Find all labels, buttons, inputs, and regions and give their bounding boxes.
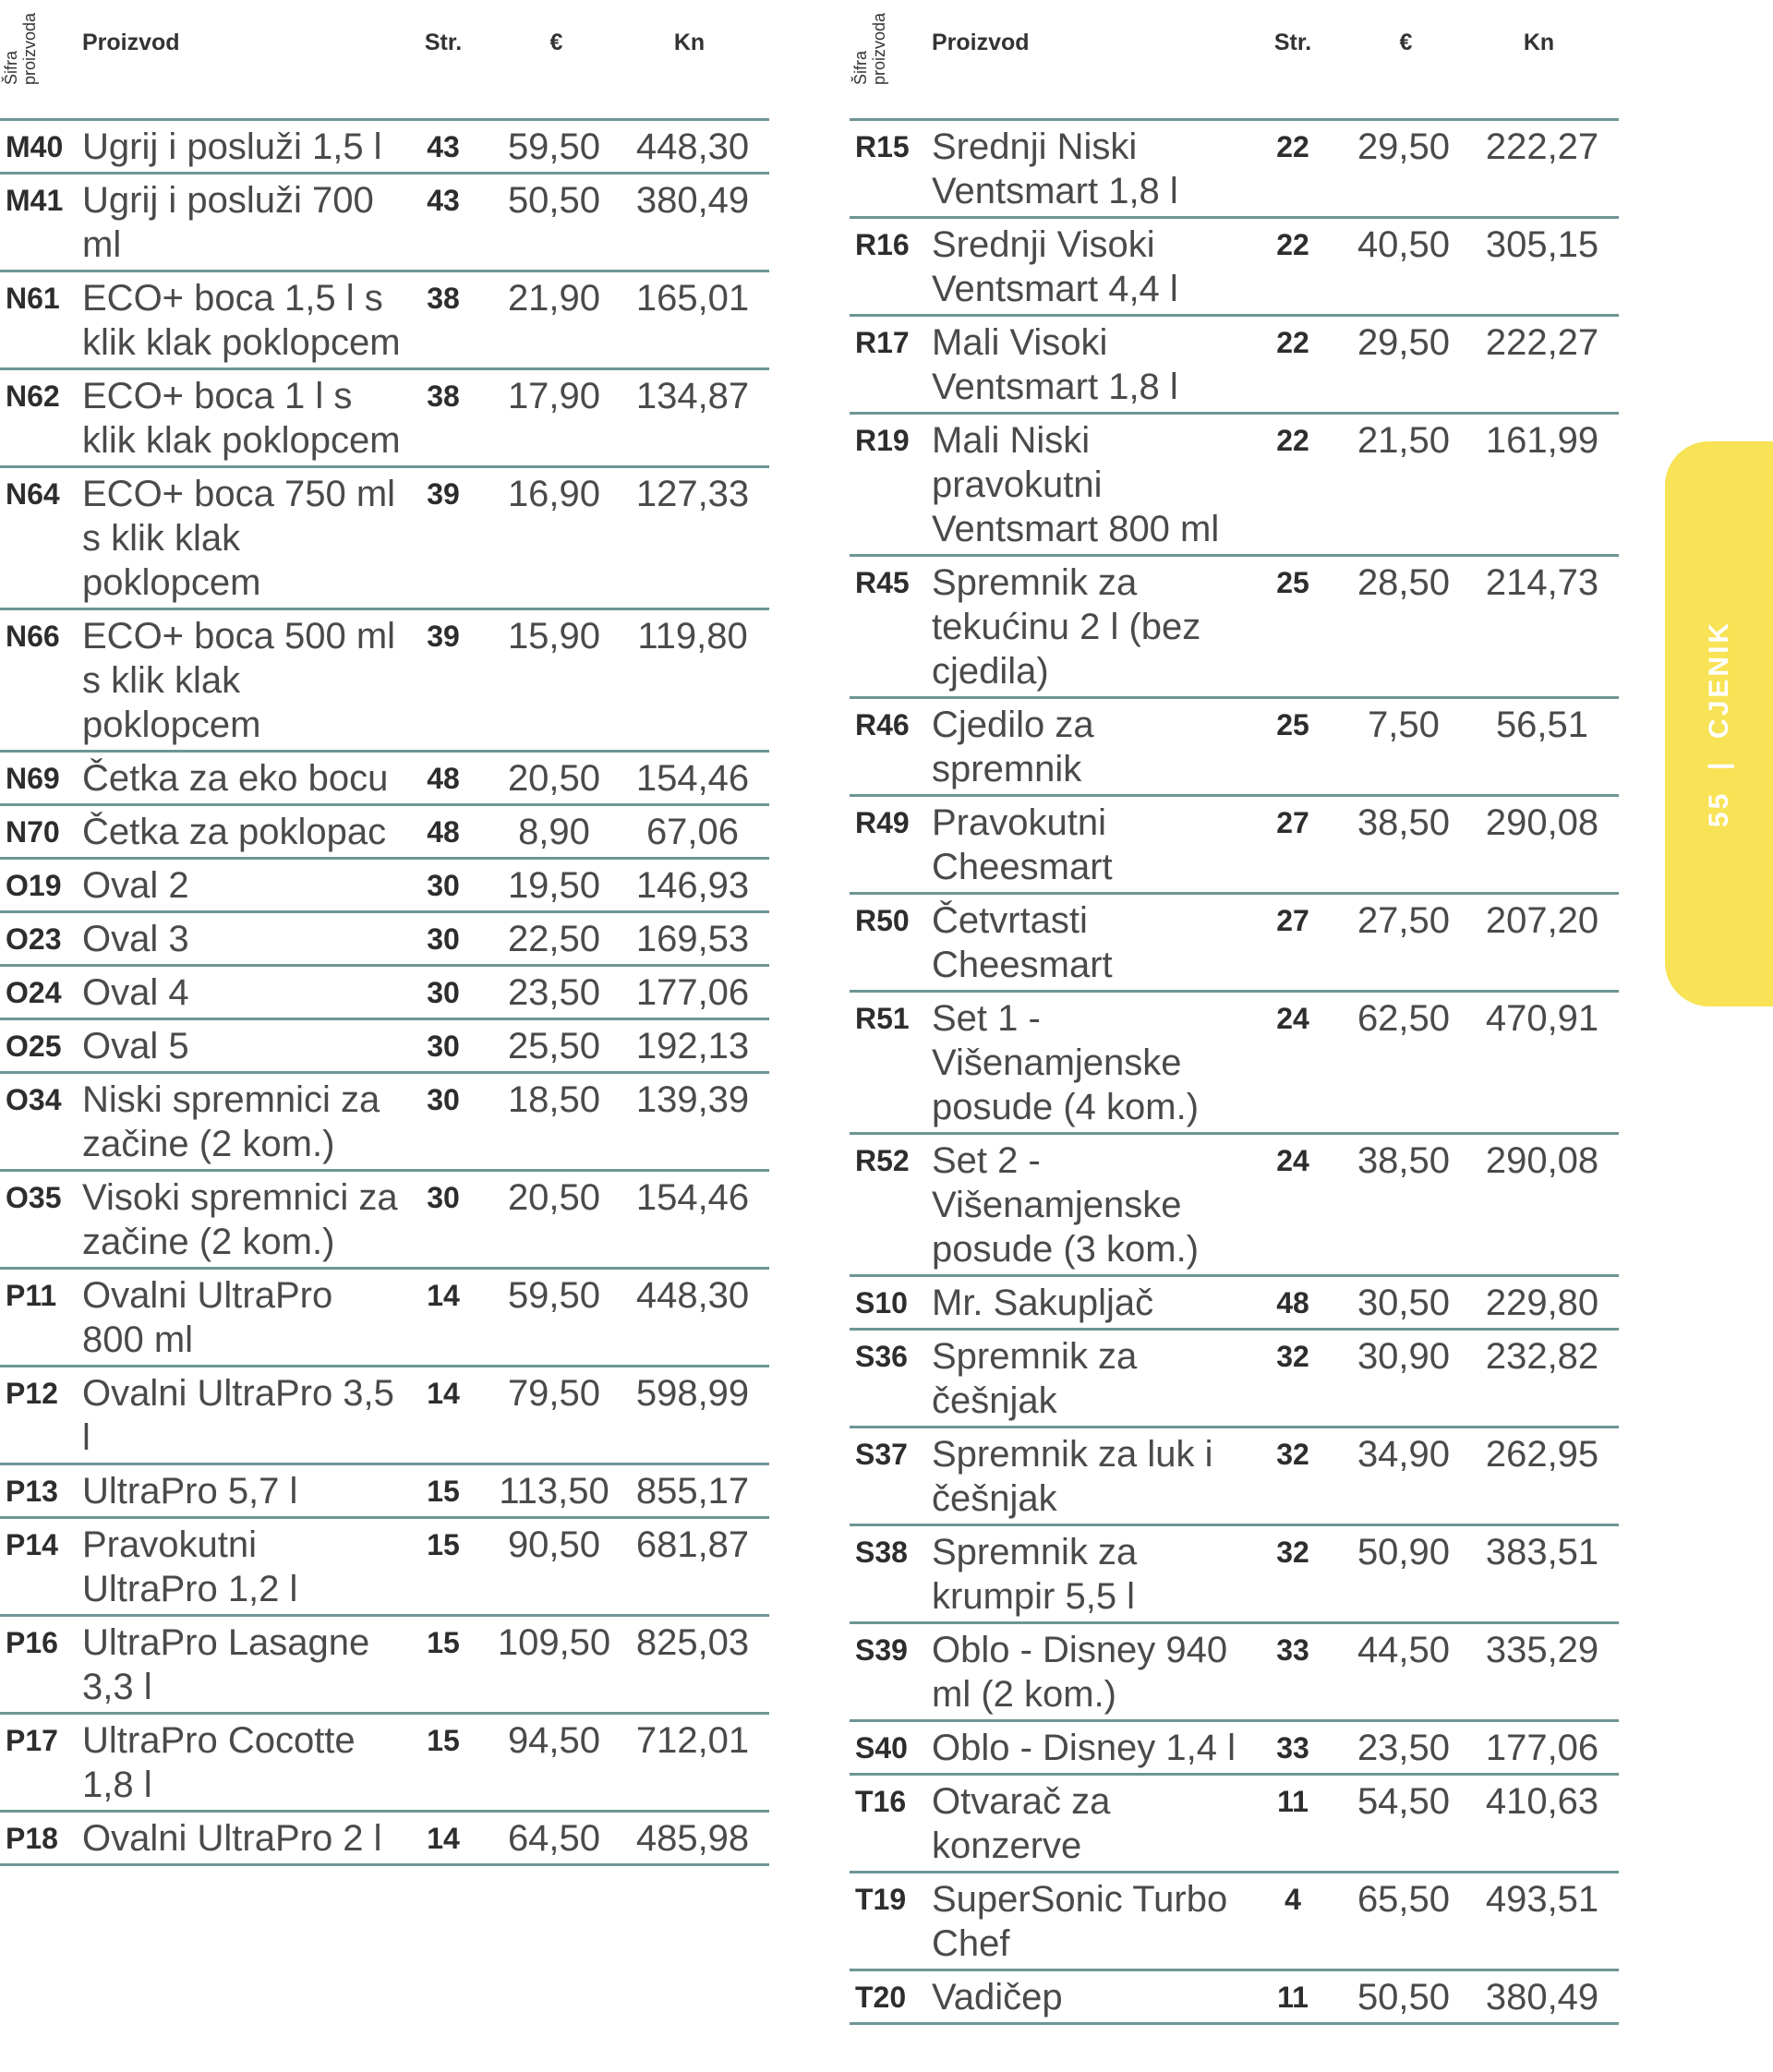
price-kn: 493,51 <box>1485 1879 1599 1920</box>
price-kn: 119,80 <box>637 616 748 657</box>
price-kn: 177,06 <box>635 972 750 1013</box>
section-tab-label <box>1665 441 1773 1006</box>
table-row <box>850 1873 1619 1971</box>
product-code: S36 <box>855 1340 908 1373</box>
product-name: ECO+ boca 1,5 l s klik klak poklopcem <box>82 278 401 363</box>
product-code: P16 <box>6 1626 58 1659</box>
page-number: 14 <box>427 1279 460 1312</box>
price-eur: 18,50 <box>507 1079 601 1120</box>
header-eur: € <box>1399 30 1413 55</box>
page-number: 33 <box>1276 1731 1309 1765</box>
product-name: Mali Niski pravokutni Ventsmart 800 ml <box>932 420 1220 549</box>
product-code: N61 <box>6 282 60 315</box>
product-name: Ugrij i posluži 1,5 l <box>82 126 382 167</box>
header-kn: Kn <box>1523 30 1555 55</box>
price-eur: 23,50 <box>507 972 601 1013</box>
product-code: P14 <box>6 1528 58 1561</box>
table-row <box>850 219 1619 317</box>
price-kn: 380,49 <box>1485 1977 1599 2018</box>
table-row <box>850 557 1619 699</box>
product-code: R51 <box>855 1002 910 1035</box>
price-eur: 28,50 <box>1357 562 1451 603</box>
table-row <box>0 753 769 806</box>
product-code: R16 <box>855 228 910 261</box>
page-number: 11 <box>1277 1981 1309 2014</box>
table-row <box>0 1715 769 1813</box>
page-number: 25 <box>1276 566 1309 599</box>
table-row <box>0 806 769 860</box>
price-eur: 20,50 <box>507 1177 601 1218</box>
product-name: Spremnik za luk i češnjak <box>932 1434 1213 1519</box>
product-code: O19 <box>6 869 62 902</box>
product-name: Četka za eko bocu <box>82 758 389 799</box>
page-number: 32 <box>1276 1536 1309 1569</box>
price-eur: 113,50 <box>499 1471 609 1512</box>
product-name: Oval 3 <box>82 919 189 959</box>
product-name: Set 2 - Višenamjenske posude (3 kom.) <box>932 1140 1200 1270</box>
page-number: 27 <box>1276 806 1309 839</box>
product-code: P13 <box>6 1475 58 1508</box>
header-product: Proizvod <box>932 30 1030 55</box>
price-eur: 109,50 <box>497 1622 611 1663</box>
price-kn: 214,73 <box>1485 562 1599 603</box>
page-number: 22 <box>1276 228 1309 261</box>
table-row <box>850 1722 1619 1776</box>
page-number: 48 <box>427 762 460 795</box>
table-row <box>0 1617 769 1715</box>
product-name: Četka za poklopac <box>82 812 387 852</box>
price-kn: 290,08 <box>1485 802 1599 843</box>
page-number: 48 <box>427 815 460 849</box>
product-name: Set 1 - Višenamjenske posude (4 kom.) <box>932 998 1200 1127</box>
product-code: R50 <box>855 904 910 937</box>
price-eur: 59,50 <box>507 126 601 167</box>
price-table-left <box>0 0 769 1866</box>
price-eur: 44,50 <box>1357 1630 1451 1670</box>
table-row <box>850 1526 1619 1624</box>
product-name: Oblo - Disney 940 ml (2 kom.) <box>932 1630 1228 1715</box>
product-code: O23 <box>6 922 62 956</box>
product-code: R17 <box>855 326 910 359</box>
product-code: O34 <box>6 1083 62 1116</box>
product-name: Ovalni UltraPro 2 l <box>82 1818 382 1859</box>
product-code: R49 <box>855 806 910 839</box>
price-kn: 335,29 <box>1485 1630 1599 1670</box>
price-kn: 161,99 <box>1485 420 1599 461</box>
page-number: 4 <box>1285 1883 1301 1916</box>
product-name: SuperSonic Turbo Chef <box>932 1879 1228 1964</box>
price-kn: 383,51 <box>1485 1532 1599 1572</box>
price-kn: 305,15 <box>1485 224 1599 265</box>
price-kn: 380,49 <box>635 180 750 221</box>
product-code: T20 <box>855 1981 907 2014</box>
product-code: O24 <box>6 976 62 1009</box>
page-number: 30 <box>427 869 460 902</box>
table-row <box>0 468 769 610</box>
price-eur: 34,90 <box>1357 1434 1451 1475</box>
table-row <box>850 1331 1619 1428</box>
page-number: 39 <box>427 620 460 653</box>
header-page: Str. <box>1273 30 1312 55</box>
page-number: 15 <box>427 1475 460 1508</box>
price-eur: 20,50 <box>507 758 601 799</box>
product-name: UltraPro Lasagne 3,3 l <box>82 1622 370 1707</box>
product-code: M41 <box>6 184 64 217</box>
table-row <box>850 895 1619 993</box>
product-name: Oval 4 <box>82 972 189 1013</box>
price-eur: 50,90 <box>1357 1532 1451 1572</box>
page-number: 30 <box>427 976 460 1009</box>
table-row <box>0 272 769 370</box>
price-eur: 29,50 <box>1357 322 1451 363</box>
product-code: P12 <box>6 1377 58 1410</box>
product-name: ECO+ boca 500 ml s klik klak poklopcem <box>82 616 396 745</box>
page-number: 24 <box>1276 1144 1309 1177</box>
section-name: CJENIK <box>1704 620 1734 739</box>
page-number: 33 <box>1276 1633 1309 1667</box>
product-name: Četvrtasti Cheesmart <box>932 900 1113 985</box>
product-name: Spremnik za češnjak <box>932 1336 1138 1421</box>
table-row <box>0 610 769 753</box>
product-code: S38 <box>855 1536 908 1569</box>
price-eur: 65,50 <box>1357 1879 1451 1920</box>
price-table-right <box>850 0 1619 2025</box>
price-eur: 38,50 <box>1357 1140 1451 1181</box>
price-kn: 146,93 <box>635 865 750 906</box>
price-eur: 59,50 <box>507 1275 601 1316</box>
table-row <box>0 1020 769 1074</box>
page-number: 11 <box>1277 1785 1309 1818</box>
price-eur: 94,50 <box>507 1720 601 1761</box>
product-name: ECO+ boca 750 ml s klik klak poklopcem <box>82 474 396 603</box>
page-number: 30 <box>427 1083 460 1116</box>
product-name: Srednji Visoki Ventsmart 4,4 l <box>932 224 1178 309</box>
price-eur: 30,90 <box>1357 1336 1451 1377</box>
price-kn: 154,46 <box>635 758 750 799</box>
price-kn: 222,27 <box>1485 126 1599 167</box>
product-name: Oval 2 <box>82 865 189 906</box>
table-row <box>0 860 769 913</box>
price-kn: 56,51 <box>1495 705 1589 745</box>
product-name: Oval 5 <box>82 1026 189 1066</box>
product-code: M40 <box>6 130 64 163</box>
table-row <box>850 993 1619 1135</box>
price-kn: 262,95 <box>1485 1434 1599 1475</box>
price-eur: 16,90 <box>507 474 601 514</box>
table-row <box>0 1270 769 1367</box>
table-row <box>850 121 1619 219</box>
table-row <box>850 1428 1619 1526</box>
header-kn: Kn <box>673 30 706 55</box>
product-name: Pravokutni UltraPro 1,2 l <box>82 1524 298 1609</box>
page-number: 25 <box>1276 708 1309 741</box>
product-code: R19 <box>855 424 910 457</box>
price-kn: 165,01 <box>635 278 750 319</box>
header-code: Šifra proizvoda <box>2 12 39 85</box>
table-header <box>0 0 769 121</box>
price-eur: 21,50 <box>1357 420 1451 461</box>
page-number: 15 <box>427 1528 460 1561</box>
page-number: 55 <box>1704 790 1734 828</box>
table-row <box>0 1519 769 1617</box>
product-code: R15 <box>855 130 910 163</box>
tab-separator: | <box>1704 759 1734 771</box>
product-code: N69 <box>6 762 60 795</box>
price-kn: 448,30 <box>635 126 750 167</box>
price-kn: 232,82 <box>1485 1336 1599 1377</box>
price-eur: 23,50 <box>1357 1728 1451 1768</box>
price-kn: 229,80 <box>1485 1283 1599 1323</box>
table-row <box>850 1971 1619 2025</box>
price-eur: 90,50 <box>507 1524 601 1565</box>
page-number: 43 <box>427 130 460 163</box>
product-name: Ovalni UltraPro 800 ml <box>82 1275 333 1360</box>
page-number: 32 <box>1276 1340 1309 1373</box>
table-row <box>0 370 769 468</box>
table-row <box>0 1367 769 1465</box>
product-code: N64 <box>6 477 60 511</box>
table-body <box>0 121 769 1866</box>
price-eur: 17,90 <box>507 376 601 416</box>
product-name: Mali Visoki Ventsmart 1,8 l <box>932 322 1178 407</box>
table-row <box>850 317 1619 415</box>
page-number: 38 <box>427 379 460 413</box>
price-eur: 79,50 <box>507 1373 601 1414</box>
table-row <box>0 1813 769 1866</box>
table-row <box>850 1624 1619 1722</box>
product-code: T19 <box>855 1883 907 1916</box>
page-number: 30 <box>427 1181 460 1214</box>
price-eur: 7,50 <box>1368 705 1440 745</box>
product-code: S37 <box>855 1438 908 1471</box>
price-eur: 25,50 <box>507 1026 601 1066</box>
page-number: 39 <box>427 477 460 511</box>
product-code: T16 <box>855 1785 907 1818</box>
price-kn: 448,30 <box>635 1275 750 1316</box>
table-row <box>850 415 1619 557</box>
header-eur: € <box>549 30 563 55</box>
product-name: Cjedilo za spremnik <box>932 705 1094 789</box>
price-eur: 27,50 <box>1357 900 1451 941</box>
price-eur: 38,50 <box>1357 802 1451 843</box>
table-row <box>850 1776 1619 1873</box>
price-kn: 154,46 <box>635 1177 750 1218</box>
table-row <box>0 967 769 1020</box>
product-code: N62 <box>6 379 60 413</box>
product-name: ECO+ boca 1 l s klik klak poklopcem <box>82 376 401 461</box>
product-code: S39 <box>855 1633 908 1667</box>
price-kn: 177,06 <box>1485 1728 1599 1768</box>
price-kn: 485,98 <box>635 1818 750 1859</box>
table-row <box>0 175 769 272</box>
price-eur: 54,50 <box>1357 1781 1451 1822</box>
product-code: S40 <box>855 1731 908 1765</box>
price-kn: 127,33 <box>635 474 750 514</box>
price-kn: 598,99 <box>635 1373 750 1414</box>
table-row <box>0 1465 769 1519</box>
page-number: 22 <box>1276 326 1309 359</box>
table-row <box>850 1135 1619 1277</box>
price-kn: 681,87 <box>635 1524 750 1565</box>
table-header <box>850 0 1619 121</box>
product-code: R45 <box>855 566 910 599</box>
page-number: 48 <box>1276 1286 1309 1319</box>
price-eur: 64,50 <box>507 1818 601 1859</box>
product-name: UltraPro 5,7 l <box>82 1471 298 1512</box>
price-kn: 290,08 <box>1485 1140 1599 1181</box>
price-eur: 19,50 <box>507 865 601 906</box>
product-name: Oblo - Disney 1,4 l <box>932 1728 1236 1768</box>
table-row <box>0 1172 769 1270</box>
price-kn: 139,39 <box>635 1079 750 1120</box>
product-name: Srednji Niski Ventsmart 1,8 l <box>932 126 1178 211</box>
price-kn: 825,03 <box>635 1622 750 1663</box>
product-code: P11 <box>6 1279 57 1312</box>
product-code: N66 <box>6 620 60 653</box>
product-code: P17 <box>6 1724 58 1757</box>
product-name: Niski spremnici za začine (2 kom.) <box>82 1079 380 1164</box>
price-kn: 712,01 <box>635 1720 750 1761</box>
product-code: N70 <box>6 815 60 849</box>
header-product: Proizvod <box>82 30 180 55</box>
header-code: Šifra proizvoda <box>851 12 888 85</box>
page-number: 22 <box>1276 424 1309 457</box>
price-kn: 470,91 <box>1485 998 1599 1039</box>
page-number: 30 <box>427 922 460 956</box>
product-name: Mr. Sakupljač <box>932 1283 1154 1323</box>
price-eur: 62,50 <box>1357 998 1451 1039</box>
product-code: S10 <box>855 1286 908 1319</box>
price-eur: 50,50 <box>507 180 601 221</box>
table-row <box>0 1074 769 1172</box>
page-number: 14 <box>427 1377 460 1410</box>
product-code: O25 <box>6 1030 62 1063</box>
price-eur: 29,50 <box>1357 126 1451 167</box>
page-number: 32 <box>1276 1438 1309 1471</box>
product-name: Otvarač za konzerve <box>932 1781 1111 1866</box>
price-eur: 22,50 <box>507 919 601 959</box>
price-eur: 30,50 <box>1357 1283 1451 1323</box>
price-eur: 15,90 <box>507 616 601 657</box>
page-number: 38 <box>427 282 460 315</box>
price-kn: 410,63 <box>1485 1781 1599 1822</box>
section-tab <box>1665 441 1773 1006</box>
page-number: 15 <box>427 1724 460 1757</box>
price-kn: 207,20 <box>1485 900 1599 941</box>
table-row <box>850 1277 1619 1331</box>
price-eur: 8,90 <box>518 812 590 852</box>
product-code: P18 <box>6 1822 58 1855</box>
product-name: Spremnik za tekućinu 2 l (bez cjedila) <box>932 562 1201 692</box>
price-kn: 855,17 <box>635 1471 750 1512</box>
price-kn: 192,13 <box>635 1026 750 1066</box>
page-number: 14 <box>427 1822 460 1855</box>
product-code: R52 <box>855 1144 910 1177</box>
page-number: 43 <box>427 184 460 217</box>
header-page: Str. <box>424 30 463 55</box>
product-name: Vadičep <box>932 1977 1063 2018</box>
price-eur: 40,50 <box>1357 224 1451 265</box>
product-name: Spremnik za krumpir 5,5 l <box>932 1532 1138 1617</box>
price-eur: 21,90 <box>507 278 601 319</box>
product-code: O35 <box>6 1181 62 1214</box>
table-row <box>850 699 1619 797</box>
product-name: UltraPro Cocotte 1,8 l <box>82 1720 356 1805</box>
product-name: Pravokutni Cheesmart <box>932 802 1113 887</box>
price-kn: 222,27 <box>1485 322 1599 363</box>
table-row <box>0 121 769 175</box>
page-number: 24 <box>1276 1002 1309 1035</box>
table-row <box>0 913 769 967</box>
price-kn: 169,53 <box>635 919 750 959</box>
price-kn: 134,87 <box>635 376 750 416</box>
product-name: Ovalni UltraPro 3,5 l <box>82 1373 394 1458</box>
product-name: Visoki spremnici za začine (2 kom.) <box>82 1177 398 1262</box>
page-number: 22 <box>1276 130 1309 163</box>
product-name: Ugrij i posluži 700 ml <box>82 180 374 265</box>
page-number: 27 <box>1276 904 1309 937</box>
price-eur: 50,50 <box>1357 1977 1451 2018</box>
table-row <box>850 797 1619 895</box>
price-kn: 67,06 <box>645 812 740 852</box>
table-body <box>850 121 1619 2025</box>
page-number: 30 <box>427 1030 460 1063</box>
page-number: 15 <box>427 1626 460 1659</box>
product-code: R46 <box>855 708 910 741</box>
